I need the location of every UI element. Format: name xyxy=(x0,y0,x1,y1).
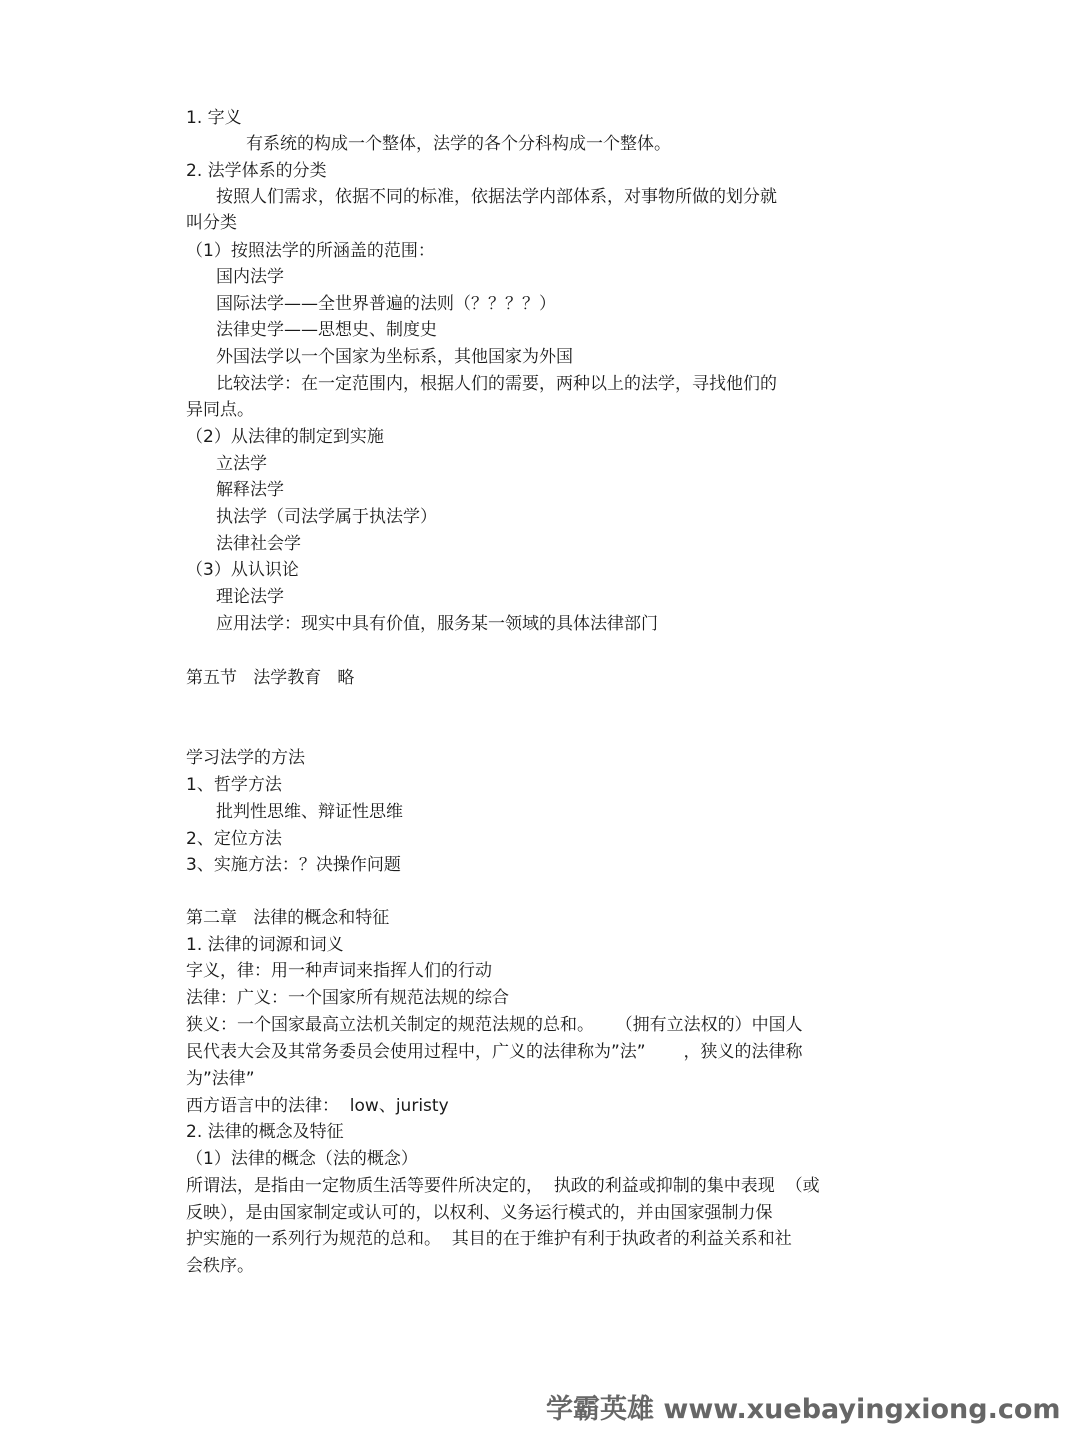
list-item: 批判性思维、辩证性思维 xyxy=(216,802,403,822)
list-item: 法律社会学 xyxy=(216,534,301,554)
list-item: 国际法学——全世界普遍的法则（？？？？） xyxy=(216,294,556,314)
paragraph-line: 法律：广义：一个国家所有规范法规的综合 xyxy=(186,988,509,1008)
list-item: 比较法学：在一定范围内，根据人们的需要，两种以上的法学，寻找他们的 xyxy=(216,374,777,394)
paragraph-line: 叫分类 xyxy=(186,213,237,233)
list-item: 外国法学以一个国家为坐标系，其他国家为外国 xyxy=(216,347,573,367)
heading-etymology: 1. 法律的词源和词义 xyxy=(186,935,344,955)
paragraph-line: 为”法律” xyxy=(186,1069,255,1089)
site-watermark: 学霸英雄 www.xuebayingxiong.com xyxy=(546,1394,1061,1425)
subheading-implementation: （2）从法律的制定到实施 xyxy=(186,427,384,447)
paragraph-line: 所谓法，是指由一定物质生活等要件所决定的， 执政的利益或抑制的集中表现 （或 xyxy=(186,1176,820,1196)
list-item: 执法学（司法学属于执法学） xyxy=(216,507,437,527)
heading-concept-features: 2. 法律的概念及特征 xyxy=(186,1122,344,1142)
list-item: 解释法学 xyxy=(216,480,284,500)
list-item: 国内法学 xyxy=(216,267,284,287)
list-item: 法律史学——思想史、制度史 xyxy=(216,320,437,340)
list-item: 理论法学 xyxy=(216,587,284,607)
list-item: 应用法学：现实中具有价值，服务某一领域的具体法律部门 xyxy=(216,614,658,634)
paragraph-line: 西方语言中的法律： low、juristy xyxy=(186,1096,449,1116)
subheading-epistemology: （3）从认识论 xyxy=(186,560,299,580)
heading-zi-yi: 1. 字义 xyxy=(186,108,242,128)
paragraph-line: 民代表大会及其常务委员会使用过程中，广义的法律称为”法” ，狭义的法律称 xyxy=(186,1042,803,1062)
chapter-heading: 第二章 法律的概念和特征 xyxy=(186,908,390,928)
paragraph-line: 异同点。 xyxy=(186,400,254,420)
heading-study-methods: 学习法学的方法 xyxy=(186,748,305,768)
paragraph-line: 字义，律：用一种声词来指挥人们的行动 xyxy=(186,961,492,981)
list-item: 3、实施方法：？决操作问题 xyxy=(186,855,401,875)
paragraph-line: 按照人们需求，依据不同的标准，依据法学内部体系，对事物所做的划分就 xyxy=(216,187,777,207)
section-heading-legal-education: 第五节 法学教育 略 xyxy=(186,668,355,688)
paragraph-line: 会秩序。 xyxy=(186,1256,254,1276)
paragraph-line: 有系统的构成一个整体，法学的各个分科构成一个整体。 xyxy=(246,134,671,154)
list-item: 立法学 xyxy=(216,454,267,474)
list-item: 2、定位方法 xyxy=(186,829,282,849)
paragraph-line: 狭义：一个国家最高立法机关制定的规范法规的总和。 （拥有立法权的）中国人 xyxy=(186,1015,803,1035)
paragraph-line: 护实施的一系列行为规范的总和。 其目的在于维护有利于执政者的利益关系和社 xyxy=(186,1229,792,1249)
subheading-scope: （1）按照法学的所涵盖的范围： xyxy=(186,241,435,261)
paragraph-line: 反映），是由国家制定或认可的，以权利、义务运行模式的，并由国家强制力保 xyxy=(186,1203,773,1223)
list-item: 1、哲学方法 xyxy=(186,775,282,795)
heading-classification: 2. 法学体系的分类 xyxy=(186,161,327,181)
subheading-concept: （1）法律的概念（法的概念） xyxy=(186,1149,418,1169)
